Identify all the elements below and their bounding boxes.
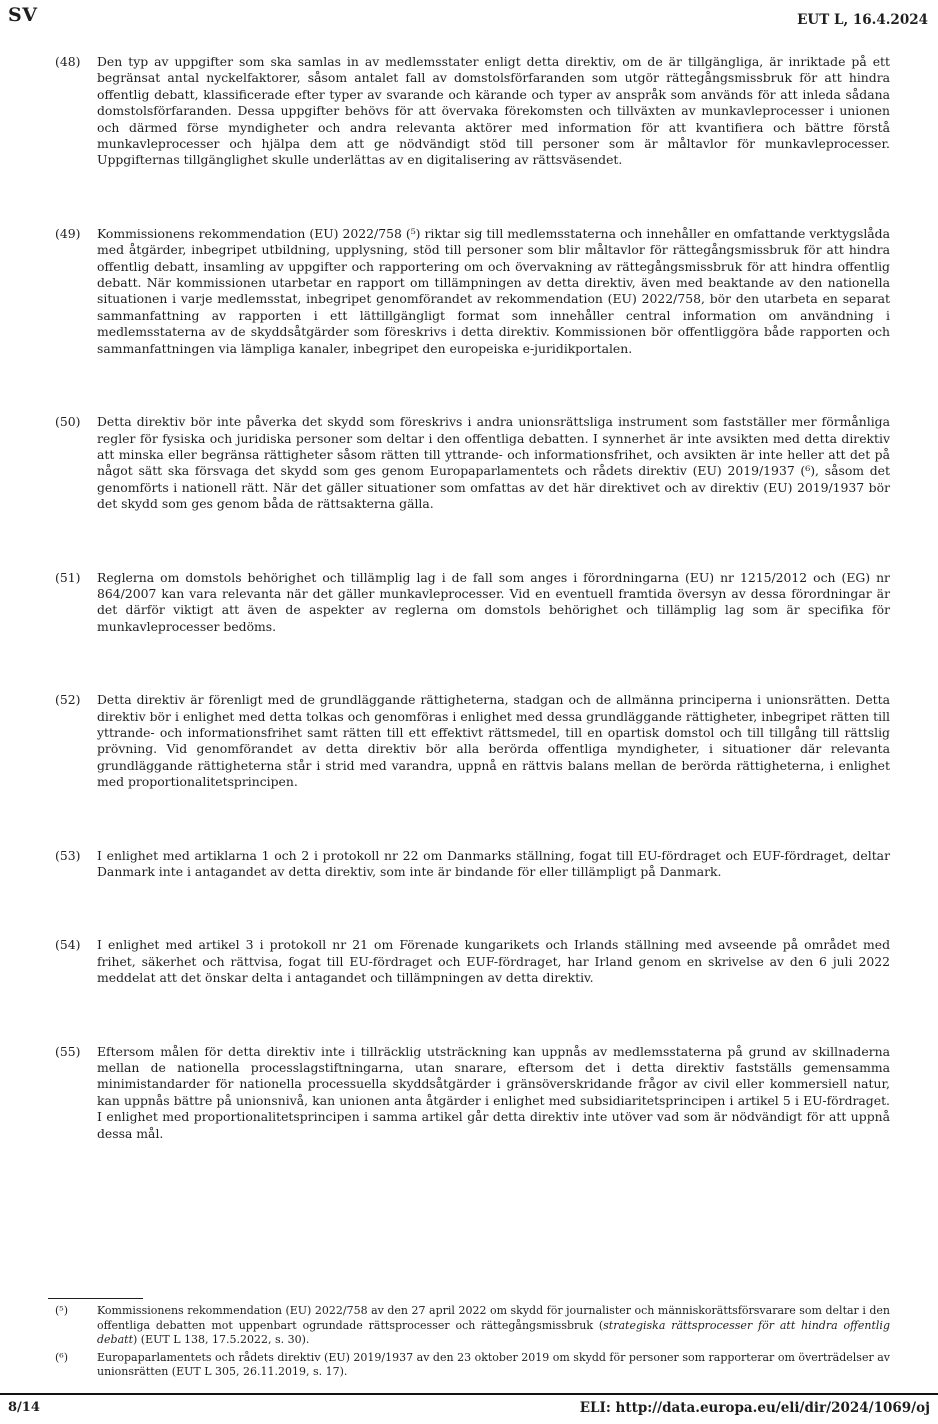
recital-number: (52) bbox=[55, 692, 81, 708]
recital-text: Den typ av uppgifter som ska samlas in av medlemsstater enligt detta direktiv, om de är tillgängliga, är inriktade på ett begränsat antal nyckelfaktorer, såsom antalet fall av domstolsförfaranden som utgör rättegångsmissbruk för att hindra offentlig debatt, klassificerade efter typer av svarande och kärande och typer av anspråk som används för att inleda sådana domstolsförfaranden. Dessa uppgifter behövs för att övervaka förekomsten och tillväxten av munkavleprocesser i unionen och därmed förse myndigheter och andra relevanta aktörer med information för att kvantifiera och bättre förstå munkavleprocesser och hjälpa dem att ge nödvändigt stöd till personer som är måltavlor för munkavleprocesser. Uppgifternas tillgänglighet skulle underlättas av en digitalisering av rättsväsendet. bbox=[97, 54, 890, 168]
page-footer bbox=[0, 1395, 938, 1424]
page-number: 8/14 bbox=[8, 1400, 40, 1415]
recital-number: (50) bbox=[55, 414, 81, 430]
recital-number: (48) bbox=[55, 54, 81, 69]
footnote-text bbox=[97, 1351, 890, 1380]
recital-text: Kommissionens rekommendation (EU) 2022/758 (⁵) riktar sig till medlemsstaterna och innehåller en omfattande verktygslåda med åtgärder, inbegripet utbildning, upplysning, stöd till personer som blir måltavlor för rättegångsmissbruk för att hindra offentlig debatt, insamling av uppgifter och rapportering om och övervakning av rättegångsmissbruk för att hindra offentlig debatt. När kommissionen utarbetar en rapport om tillämpningen av detta direktiv, även med beaktande av den nationella situationen i varje medlemsstat, inbegripet genomförandet av rekommendation (EU) 2022/758, bör den utarbeta en separat sammanfattning av rapporten i ett lättillgängligt format som innehåller central information om användning i medlemsstaterna av de skyddsåtgärder som föreskrivs i detta direktiv. Kommissionen bör offentliggöra både rapporten och sammanfattningen via lämpliga kanaler, inbegripet den europeiska e-juridikportalen. bbox=[97, 225, 890, 356]
footnote-6 bbox=[55, 1351, 890, 1380]
recital-50 bbox=[55, 414, 890, 512]
recital-text: Detta direktiv är förenligt med de grundläggande rättigheterna, stadgan och de allmänna principerna i unionsrätten. Detta direktiv bör i enlighet med detta tolkas och genomföras i enlighet med dessa grundläggande rättigheter, inbegripet rätten till yttrande- och informationsfrihet samt rätten till ett effektivt rättsmedel, till en opartisk domstol och till tillgång till rättslig prövning. Vid genomförandet av detta direktiv bör alla berörda offentliga myndigheter, i situationer där relevanta grundläggande rättigheterna står i strid med varandra, uppnå en rättvis balans mellan de berörda rättigheterna, i enlighet med proportionalitetsprincipen. bbox=[97, 692, 890, 790]
footnote-text-part: ) (EUT L 138, 17.5.2022, s. 30). bbox=[133, 1333, 310, 1347]
recital-55 bbox=[55, 1044, 890, 1142]
recital-number: (53) bbox=[55, 847, 81, 863]
recital-52 bbox=[55, 692, 890, 790]
recital-text: I enlighet med artikel 3 i protokoll nr 21 om Förenade kungarikets och Irlands ställning med avseende på området med frihet, säkerhet och rättvisa, fogat till EU-fördraget och EUF-fördraget, har Irland genom en skrivelse av den 6 juli 2022 meddelat att det önskar delta i antagandet och tillämpningen av detta direktiv. bbox=[97, 937, 890, 986]
journal-issue-date: EUT L, 16.4.2024 bbox=[797, 12, 928, 28]
recital-number: (49) bbox=[55, 225, 81, 241]
recital-number: (51) bbox=[55, 569, 81, 585]
recital-49 bbox=[55, 226, 890, 357]
recital-text: I enlighet med artiklarna 1 och 2 i protokoll nr 22 om Danmarks ställning, fogat till EU-fördraget och EUF-fördraget, deltar Danmark inte i antagandet av detta direktiv, som inte är bindande för eller tillämpligt på Danmark. bbox=[97, 847, 890, 879]
recital-text: Detta direktiv bör inte påverka det skydd som föreskrivs i andra unionsrättsliga instrument som fastställer mer förmånliga regler för fysiska och juridiska personer som deltar i den offentliga debatten. I synnerhet är inte avsikten med detta direktiv att minska eller begränsa rättigheter såsom rätten till yttrande- och informationsfrihet, och avsikten är inte heller att det på något sätt ska försvaga det skydd som ges genom Europaparlamentets och rådets direktiv (EU) 2019/1937 (⁶), såsom det genomförts i nationell rätt. När det gäller situationer som omfattas av det här direktivet och av direktiv (EU) 2019/1937 bör det skydd som ges genom båda de rättsakterna gälla. bbox=[97, 414, 890, 512]
recital-text: Reglerna om domstols behörighet och tillämplig lag i de fall som anges i förordningarna (EU) nr 1215/2012 och (EG) nr 864/2007 kan vara relevanta när det gäller munkavleprocesser. Vid en eventuell framtida översyn av dessa förordningar är det därför viktigt att även de aspekter av reglerna om domstols behörighet och tillämplig lag som är specifika för munkavleprocesser bedöms. bbox=[97, 569, 890, 634]
footnote-5 bbox=[55, 1304, 890, 1348]
recitals-section bbox=[0, 28, 938, 1199]
recital-number: (54) bbox=[55, 937, 81, 953]
recital-text: Eftersom målen för detta direktiv inte i tillräcklig utsträckning kan uppnås av medlemsstaterna på grund av skillnaderna mellan de nationella processlagstiftningarna, utan snarare, eftersom det i detta direktiv fastställs gemensamma minimistandarder för nationella processuella skyddsåtgärder i gränsöverskridande frågor av civil eller kommersiell natur, kan uppnås bättre på unionsnivå, kan unionen anta åtgärder i enlighet med subsidiaritetsprincipen i artikel 5 i EU-fördraget. I enlighet med proportionalitetsprincipen i samma artikel går detta direktiv inte utöver vad som är nödvändigt för att uppnå dessa mål. bbox=[97, 1043, 890, 1141]
recital-54 bbox=[55, 937, 890, 986]
footnotes-section bbox=[0, 1298, 938, 1383]
recital-53 bbox=[55, 848, 890, 881]
footnote-text-part: Europaparlamentets och rådets direktiv (EU) 2019/1937 av den 23 oktober 2019 om skydd för personer som rapporterar om överträdelser av unionsrätten (EUT L 305, 26.11.2019, s. 17). bbox=[97, 1350, 890, 1379]
eli-link: ELI: http://data.europa.eu/eli/dir/2024/1069/oj bbox=[579, 1400, 930, 1416]
recital-number: (55) bbox=[55, 1043, 81, 1059]
footnote-separator-rule bbox=[48, 1298, 143, 1299]
footnote-marker: (⁵) bbox=[55, 1304, 68, 1318]
footnote-text-italic: strategiska rättsprocesser för att hindra offentlig debatt bbox=[97, 1318, 890, 1347]
page-header bbox=[0, 0, 938, 28]
footnote-text bbox=[97, 1304, 890, 1348]
recital-51 bbox=[55, 570, 890, 636]
footnote-text-part: Kommissionens rekommendation (EU) 2022/758 av den 27 april 2022 om skydd för journalister och människorättsförsvarare som deltar i den offentliga debatten mot uppenbart ogrundade rättsprocesser och rättegångsmissbruk ( bbox=[97, 1304, 890, 1332]
recital-48 bbox=[55, 54, 890, 169]
language-code: SV bbox=[8, 4, 38, 26]
footnote-marker: (⁶) bbox=[55, 1350, 68, 1364]
